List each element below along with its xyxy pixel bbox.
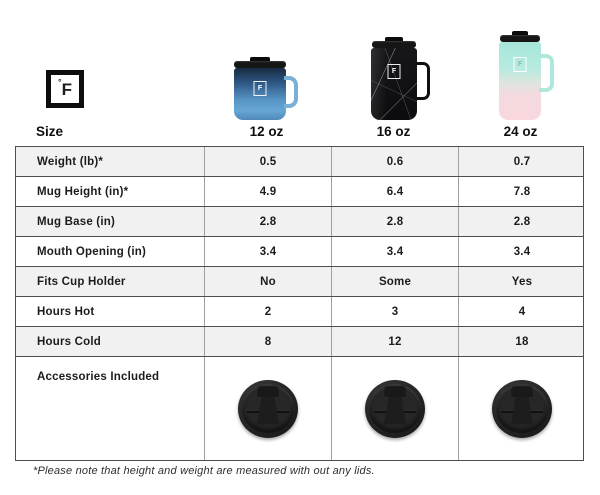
cell-value: 2.8 — [204, 207, 331, 236]
brand-logo — [46, 70, 84, 108]
brand-emblem-icon — [514, 57, 527, 72]
cell-value: No — [204, 267, 331, 296]
mug-12oz-image — [233, 57, 287, 120]
footnote-text: *Please note that height and weight are measured with out any lids. — [33, 465, 375, 477]
emblem-letter: F — [257, 85, 263, 92]
logo-letter: F — [61, 79, 72, 99]
table-row-accessories — [16, 357, 583, 460]
column-header-12oz: 12 oz — [249, 124, 284, 139]
cell-value: 4.9 — [204, 177, 331, 206]
accessory-cell — [204, 357, 331, 460]
slider-lid-icon — [365, 380, 425, 438]
cell-value: 0.7 — [458, 147, 585, 176]
table-row-cup-holder — [16, 267, 583, 297]
cell-value: 3.4 — [458, 237, 585, 266]
accessory-cell — [458, 357, 585, 460]
accessory-cell — [331, 357, 458, 460]
cell-value: 6.4 — [331, 177, 458, 206]
cell-value: 2.8 — [458, 207, 585, 236]
cell-value: 3 — [331, 297, 458, 326]
mug-body — [499, 42, 541, 120]
cell-value: 8 — [204, 327, 331, 356]
mug-lid — [234, 61, 286, 68]
table-row-height — [16, 177, 583, 207]
cell-value: 12 — [331, 327, 458, 356]
mug-16oz-image — [371, 37, 417, 120]
cell-value: 2 — [204, 297, 331, 326]
mug-lid — [372, 41, 416, 48]
slider-lid-icon — [238, 380, 298, 438]
cell-value: 2.8 — [331, 207, 458, 236]
slider-lid-icon — [492, 380, 552, 438]
table-row-hours-cold — [16, 327, 583, 357]
row-label: Mouth Opening (in) — [37, 245, 146, 258]
cell-value: 0.5 — [204, 147, 331, 176]
row-label: Accessories Included — [37, 371, 160, 383]
cell-value: 7.8 — [458, 177, 585, 206]
row-label: Mug Base (in) — [37, 215, 115, 228]
lid-slider-tab — [257, 385, 279, 397]
size-header-label: Size — [36, 124, 64, 139]
row-label: Mug Height (in)* — [37, 185, 129, 198]
brand-emblem-icon — [388, 64, 401, 79]
cell-value: 0.6 — [331, 147, 458, 176]
mug-24oz-image — [499, 31, 541, 120]
mug-handle — [539, 54, 554, 92]
cell-value: 3.4 — [204, 237, 331, 266]
cell-value: Yes — [458, 267, 585, 296]
lid-slider-tab — [384, 385, 406, 397]
brand-emblem-icon — [254, 81, 267, 96]
table-row-mouth-opening — [16, 237, 583, 267]
mug-body — [371, 48, 417, 120]
cell-value: 18 — [458, 327, 585, 356]
cell-value: 4 — [458, 297, 585, 326]
mug-handle — [416, 62, 430, 100]
row-label: Fits Cup Holder — [37, 275, 126, 288]
mug-handle — [284, 76, 298, 108]
table-row-base — [16, 207, 583, 237]
cell-value: Some — [331, 267, 458, 296]
row-label: Hours Hot — [37, 305, 95, 318]
emblem-letter: F — [391, 68, 397, 75]
row-label: Hours Cold — [37, 335, 101, 348]
mug-lid — [500, 35, 540, 42]
spec-table — [15, 146, 584, 461]
logo-degree-symbol: ° — [58, 77, 62, 87]
table-row-hours-hot — [16, 297, 583, 327]
mug-body — [234, 68, 286, 120]
column-header-24oz: 24 oz — [503, 124, 538, 139]
table-row-weight — [16, 147, 583, 177]
column-header-16oz: 16 oz — [376, 124, 411, 139]
row-label: Weight (lb)* — [37, 155, 104, 168]
cell-value: 3.4 — [331, 237, 458, 266]
lid-slider-tab — [511, 385, 533, 397]
emblem-letter: F — [517, 61, 523, 68]
